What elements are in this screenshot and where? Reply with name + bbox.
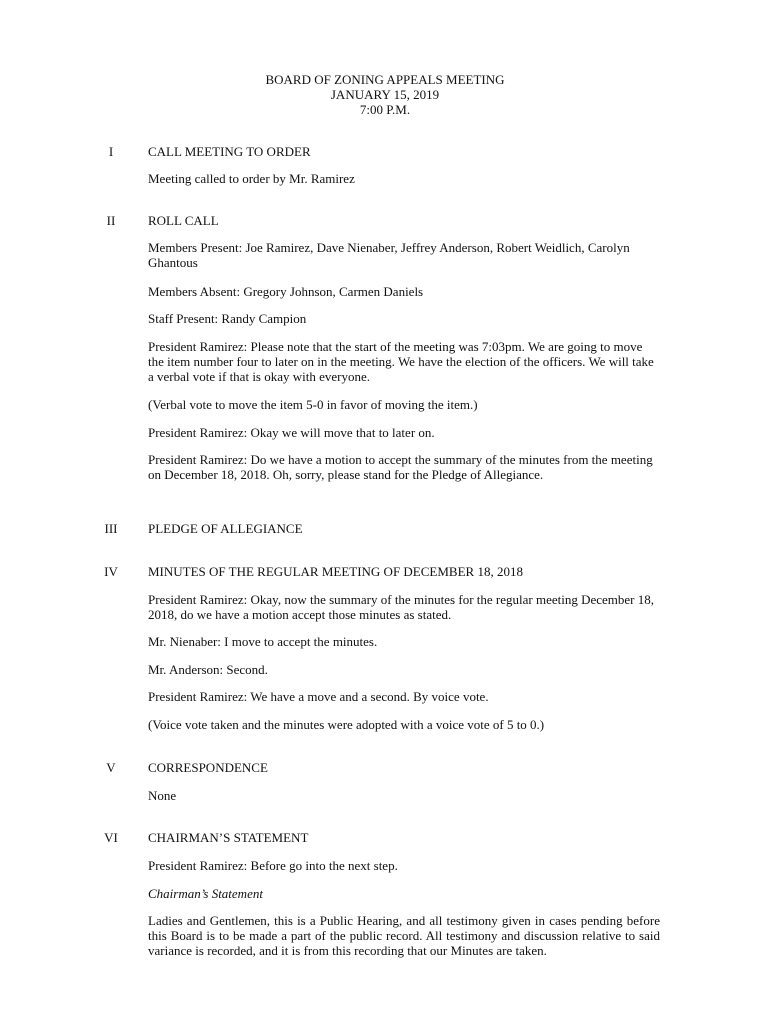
header-title: BOARD OF ZONING APPEALS MEETING [265,72,505,87]
paragraph: Staff Present: Randy Campion [148,311,307,326]
section-number: I [108,144,114,159]
section-title: CORRESPONDENCE [148,760,268,775]
paragraph: President Ramirez: Do we have a motion to accept the summary of the minutes from the meeting on December 18, 2018. Oh, sorry, please stand for the Pledge of Allegiance. [148,452,653,482]
header-time: 7:00 P.M. [359,102,411,117]
section-number: III [104,521,118,536]
section-title: CHAIRMAN’S STATEMENT [148,830,309,845]
paragraph: President Ramirez: Before go into the next step. [148,858,398,873]
section-number: VI [104,830,118,845]
paragraph: Mr. Anderson: Second. [148,662,268,677]
section-title: MINUTES OF THE REGULAR MEETING OF DECEMBER 18, 2018 [148,564,523,579]
paragraph: President Ramirez: Okay we will move that to later on. [148,425,435,440]
paragraph: Members Present: Joe Ramirez, Dave Nienaber, Jeffrey Anderson, Robert Weidlich, Carolyn Ghantous [148,240,630,270]
paragraph: President Ramirez: We have a move and a second. By voice vote. [148,689,489,704]
paragraph: Meeting called to order by Mr. Ramirez [148,171,355,186]
paragraph: Members Absent: Gregory Johnson, Carmen Daniels [148,284,424,299]
subheading: Chairman’s Statement [148,886,263,901]
document-header [0,72,770,117]
paragraph: President Ramirez: Okay, now the summary of the minutes for the regular meeting December 18, 2018, do we have a motion accept those minutes as stated. [148,592,655,622]
paragraph: (Verbal vote to move the item 5-0 in favor of moving the item.) [148,397,478,412]
section-number: IV [104,564,118,579]
section-number: V [106,760,116,775]
paragraph: Ladies and Gentlemen, this is a Public Hearing, and all testimony given in cases pending before this Board is to be made a part of the public record. All testimony and discussion relative to said variance is recorded, and it is from this recording that our Minutes are taken. [148,913,660,958]
section-title: PLEDGE OF ALLEGIANCE [148,521,303,536]
header-date: JANUARY 15, 2019 [330,87,440,102]
paragraph: President Ramirez: Please note that the start of the meeting was 7:03pm. We are going to move the item number four to later on in the meeting. We have the election of the officers. We will take a verbal vote if that is okay with everyone. [148,339,654,384]
section-number: II [106,213,116,228]
section-title: ROLL CALL [148,213,219,228]
paragraph: None [148,788,177,803]
paragraph: (Voice vote taken and the minutes were adopted with a voice vote of 5 to 0.) [148,717,545,732]
paragraph: Mr. Nienaber: I move to accept the minutes. [148,634,378,649]
section-title: CALL MEETING TO ORDER [148,144,311,159]
